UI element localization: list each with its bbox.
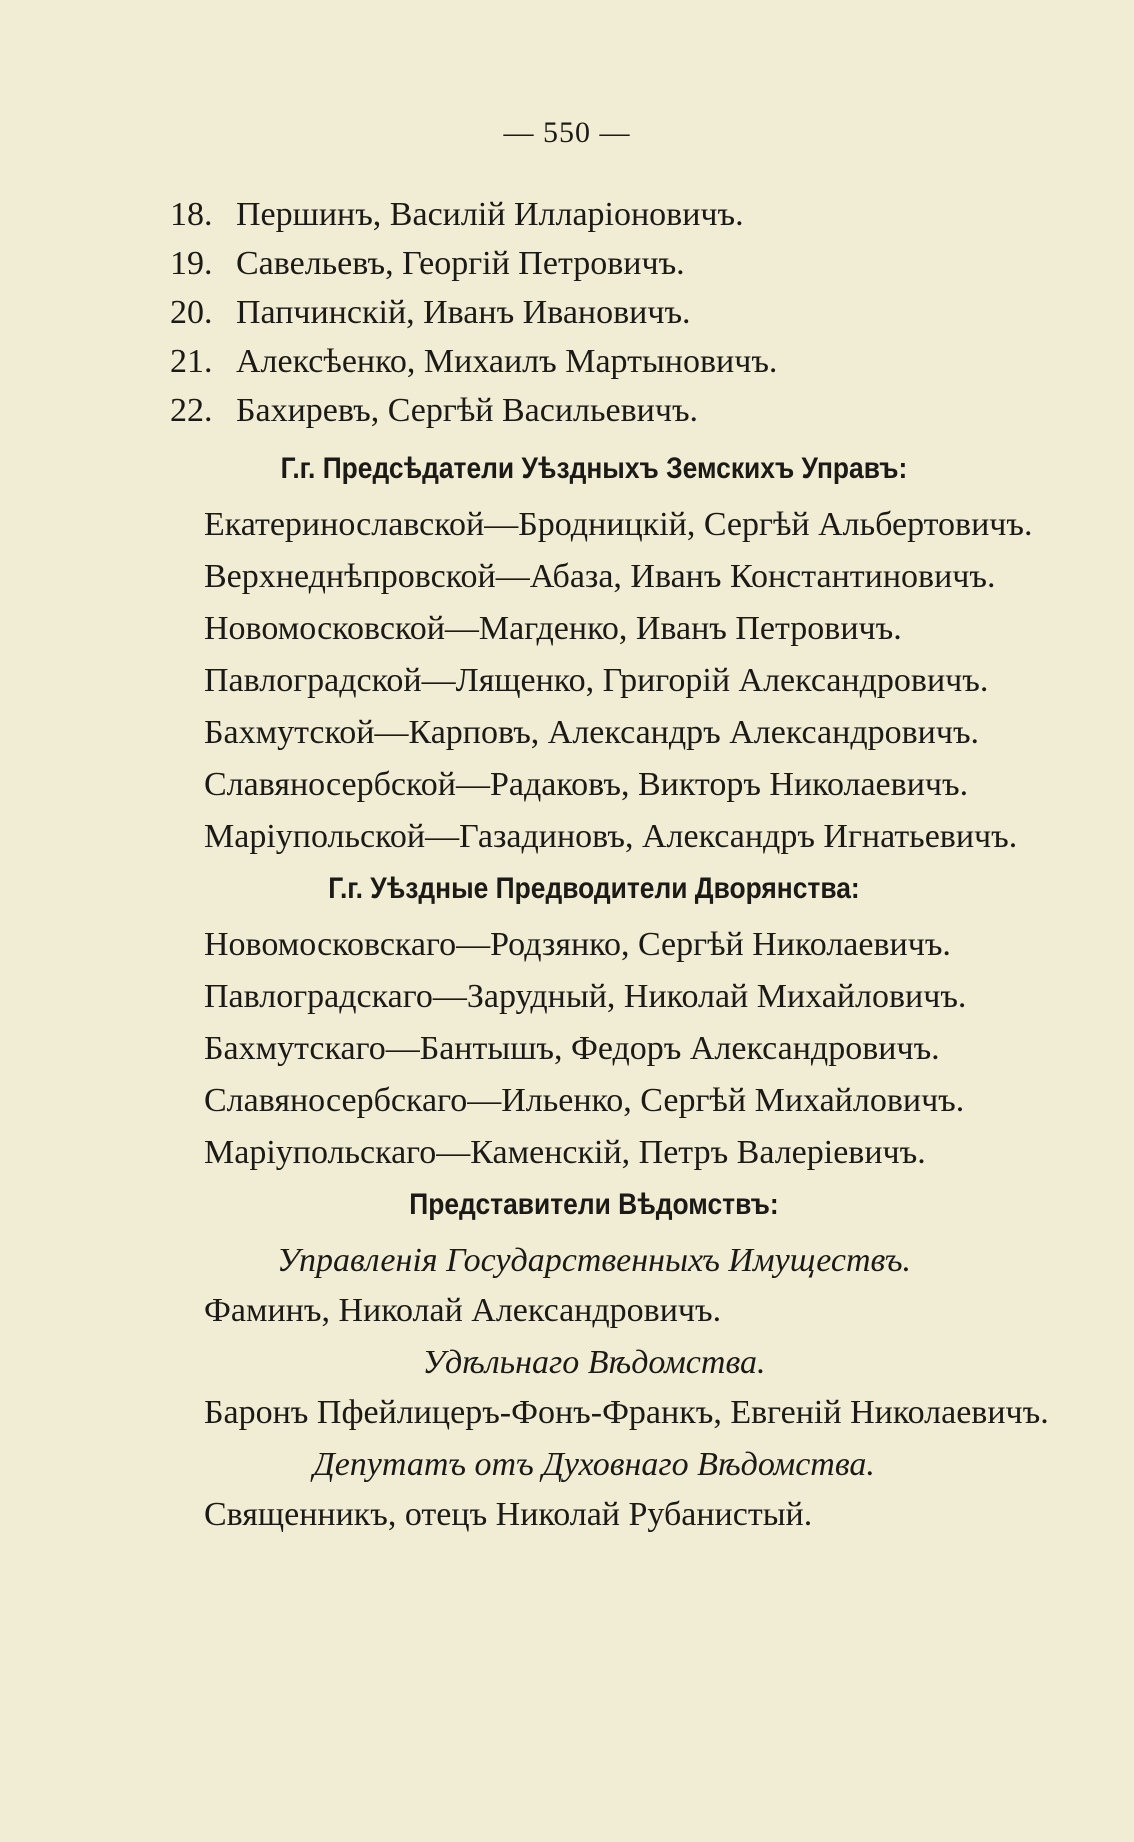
entry-paragraph: Священникъ, отецъ Николай Рубанистый. — [204, 1496, 813, 1533]
item-number: 19. — [170, 245, 213, 282]
entry-paragraph: Екатеринославской—Бродницкій, Сергѣй Альбертовичъ. — [204, 506, 1033, 543]
entry-paragraph: Новомосковскаго—Родзянко, Сергѣй Николаевичъ. — [204, 926, 951, 963]
entry-paragraph: Бахмутскаго—Бантышъ, Федоръ Александровичъ. — [204, 1030, 940, 1067]
entry-paragraph: Славяносербскаго—Ильенко, Сергѣй Михайловичъ. — [204, 1082, 965, 1119]
section-heading-dvoryanstva: Г.г. Уѣздные Предводители Дворянства: — [328, 872, 860, 905]
item-name: Бахиревъ, Сергѣй Васильевичъ. — [236, 392, 699, 429]
list-item — [170, 386, 1070, 435]
entry-paragraph: Фаминъ, Николай Александровичъ. — [204, 1292, 722, 1329]
list-item — [170, 239, 1070, 288]
entry-paragraph: Маріупольской—Газадиновъ, Александръ Игнатьевичъ. — [204, 818, 1018, 855]
entry-paragraph: Павлоградской—Лященко, Григорій Александровичъ. — [204, 662, 989, 699]
item-number: 21. — [170, 343, 213, 380]
members-list — [170, 190, 1070, 435]
section-heading-uprav: Г.г. Предсѣдатели Уѣздныхъ Земскихъ Управъ: — [280, 452, 908, 485]
entry-paragraph: Павлоградскаго—Зарудный, Николай Михайловичъ. — [204, 978, 967, 1015]
subsection-title: Удѣльнаго Вѣдомства. — [422, 1344, 766, 1381]
item-number: 22. — [170, 392, 213, 429]
entry-paragraph: Маріупольскаго—Каменскій, Петръ Валеріевичъ. — [204, 1134, 926, 1171]
item-name: Першинъ, Василій Илларіоновичъ. — [236, 196, 744, 233]
page-number: — 550 — — [503, 116, 631, 149]
item-number: 20. — [170, 294, 213, 331]
item-name: Алексѣенко, Михаилъ Мартыновичъ. — [236, 343, 778, 380]
item-name: Савельевъ, Георгій Петровичъ. — [236, 245, 685, 282]
list-item — [170, 190, 1070, 239]
entry-paragraph: Баронъ Пфейлицеръ-Фонъ-Франкъ, Евгеній Николаевичъ. — [204, 1394, 1049, 1431]
item-number: 18. — [170, 196, 213, 233]
subsection-title: Депутатъ отъ Духовнаго Вѣдомства. — [313, 1446, 875, 1483]
entry-paragraph: Верхнеднѣпровской—Абаза, Иванъ Константиновичъ. — [204, 558, 996, 595]
item-name: Папчинскій, Иванъ Ивановичъ. — [236, 294, 691, 331]
entry-paragraph: Бахмутской—Карповъ, Александръ Александровичъ. — [204, 714, 980, 751]
entry-paragraph: Славяносербской—Радаковъ, Викторъ Николаевичъ. — [204, 766, 969, 803]
main-content — [124, 440, 1064, 1544]
list-item — [170, 337, 1070, 386]
subsection-title: Управленія Государственныхъ Имуществъ. — [277, 1242, 911, 1279]
section-heading-vedomstv: Представители Вѣдомствъ: — [409, 1188, 779, 1221]
entry-paragraph: Новомосковской—Магденко, Иванъ Петровичъ. — [204, 610, 902, 647]
list-item — [170, 288, 1070, 337]
